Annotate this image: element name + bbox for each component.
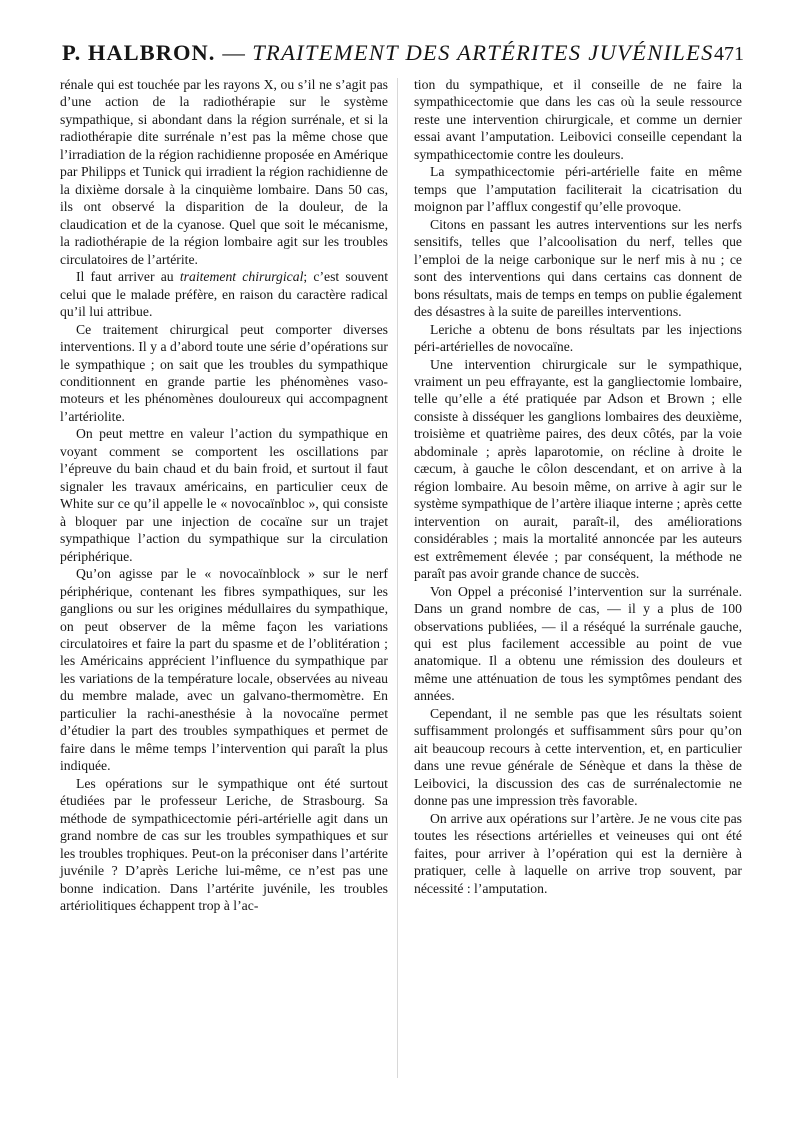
paragraph-text: ; c’est souvent celui que le malade préfère, en raison du caractère radical qu’il lui attribue. [60, 269, 389, 320]
paragraph: Une intervention chirurgicale sur le sympathique, vraiment un peu effrayante, est la gangliectomie lombaire, telle qu’elle a été pratiquée par Adson et Brown ; elle consiste à disséquer les ganglions lombaires des deuxième, troisième et quatrième paires, des deux côtés, par la voie abdominale ; après laparotomie, on récline à droite le cæcum, à gauche le côlon descendant, et on arrive à la région lombaire. Au besoin même, on arrive à agir sur le système sympathique de l’artère iliaque interne ; après cette intervention on aurait, paraît-il, des améliorations considérables ; mais la mortalité annoncée par les auteurs est extrêmement élevée ; par conséquent, la méthode ne paraît pas avoir grande chance de succès. [414, 356, 742, 582]
paragraph: rénale qui est touchée par les rayons X, ou s’il ne s’agit pas d’une action de la radiothérapie sur le système sympathique, si abondant dans la région surrénale, et si la radiothérapie dite surrénale n’est pas la même chose que l’irradiation de la région rachidienne proposée en Amérique par Philipps et Tunick qui irradient la région rachidienne de la dixième dorsale à la cinquième lombaire. Dans 50 cas, ils ont observé la disparition de la douleur, de la claudication et de la cyanose. Quel que soit le mécanisme, la radiothérapie de la région lombaire agit sur les troubles circulatoires de l’artérite. [60, 77, 388, 267]
paragraph: On arrive aux opérations sur l’artère. Je ne vous cite pas toutes les résections artérielles et veineuses qui ont été faites, pour arriver à l’opération qui est la dernière à pratiquer, celle à laquelle on arrive trop souvent, par nécessité : l’amputation. [414, 810, 742, 896]
paragraph: Leriche a obtenu de bons résultats par les injections péri-artérielles de novocaïne. [414, 321, 742, 355]
paragraph: tion du sympathique, et il conseille de ne faire la sympathicectomie que dans les cas où la seule ressource reste une intervention chirurgicale, et comme un dernier essai avant l’amputation. Leibovici conseille cependant la sympathicectomie contre les douleurs. [414, 77, 742, 162]
header-title: TRAITEMENT DES ARTÉRITES JUVÉNILES [252, 40, 714, 65]
header-author: P. HALBRON. [62, 40, 216, 65]
left-column [60, 76, 388, 915]
page-header [62, 40, 744, 74]
paragraph: Citons en passant les autres interventions sur les nerfs sensitifs, telles que l’alcoolisation du nerf, telles que l’emploi de la neige carbonique sur le nerf mis à nu ; ce sont des interventions qui dans certains cas donnent de bons résultats, mais de temps en temps on publie également des désastres à la suite de pareilles interventions. [414, 216, 742, 320]
column-divider [397, 78, 398, 1078]
paragraph: Von Oppel a préconisé l’intervention sur la surrénale. Dans un grand nombre de cas, — il y a plus de 100 observations publiées, — il a réséqué la surrénale gauche, qui est plus facilement accessible au point de vue anatomique. Il a obtenu une rémission des douleurs et même une atténuation de tous les symptômes pendant des années. [414, 583, 742, 704]
paragraph: Ce traitement chirurgical peut comporter diverses interventions. Il y a d’abord toute une série d’opérations sur le sympathique ; on sait que les troubles du sympathique conditionnent en grande partie les phénomènes vaso-moteurs et les phénomènes douloureux qui accompagnent l’artériolite. [60, 321, 388, 424]
paragraph-text: Il faut arriver au [76, 269, 174, 285]
header-separator: — [222, 40, 246, 65]
running-title [62, 40, 714, 66]
paragraph: La sympathicectomie péri-artérielle faite en même temps que l’amputation faciliterait la cicatrisation du moignon par l’afflux congestif qu’elle provoque. [414, 164, 742, 215]
right-column [414, 76, 742, 897]
page-number: 471 [714, 43, 744, 65]
paragraph: Cependant, il ne semble pas que les résultats soient suffisamment prolongés et suffisamment sûrs pour qu’on ait beaucoup recours à cette intervention, et, en particulier dans une revue générale de Sénèque et dans la thèse de Leibovici, la discussion des cas de surrénalectomie ne donne pas une impression très favorable. [414, 705, 742, 809]
paragraph [60, 268, 388, 320]
paragraph: On peut mettre en valeur l’action du sympathique en voyant comment se comportent les oscillations par l’épreuve du bain chaud et du bain froid, et surtout il faut signaler les travaux américains, en particulier ceux de White sur ce qu’il appelle le « novocaïnbloc », qui consiste à bloquer par une injection de cocaïne sur un trajet sympathique l’action du sympathique sur la circulation périphérique. [60, 426, 388, 564]
emphasis-text: traitement chirurgical [179, 269, 304, 285]
paragraph: Les opérations sur le sympathique ont été surtout étudiées par le professeur Leriche, de Strasbourg. Sa méthode de sympathicectomie péri-artérielle agit dans un grand nombre de cas sur les troubles sympathiques et sur les troubles trophiques. Peut-on la préconiser dans l’artérite juvénile ? D’après Leriche lui-même, ce n’est pas une bonne indication. Dans l’artérite juvénile, les troubles artériolitiques échappent trop à l’ac- [60, 775, 388, 914]
paragraph: Qu’on agisse par le « novocaïnblock » sur le nerf périphérique, contenant les fibres sympathiques, sur les ganglions ou sur les origines médullaires du sympathique, on peut observer de la même façon les variations circulatoires et faire la part du spasme et de l’oblitération ; les Américains apprécient l’influence du sympathique par les variations de la température locale, observées au niveau du membre malade, avec un galvano-thermomètre. En particulier la rachi-anesthésie à la novocaïne permet d’étudier la part des troubles sympathiques et permet de faire dans le même temps l’intervention qui paraît la plus indiquée. [60, 566, 388, 774]
